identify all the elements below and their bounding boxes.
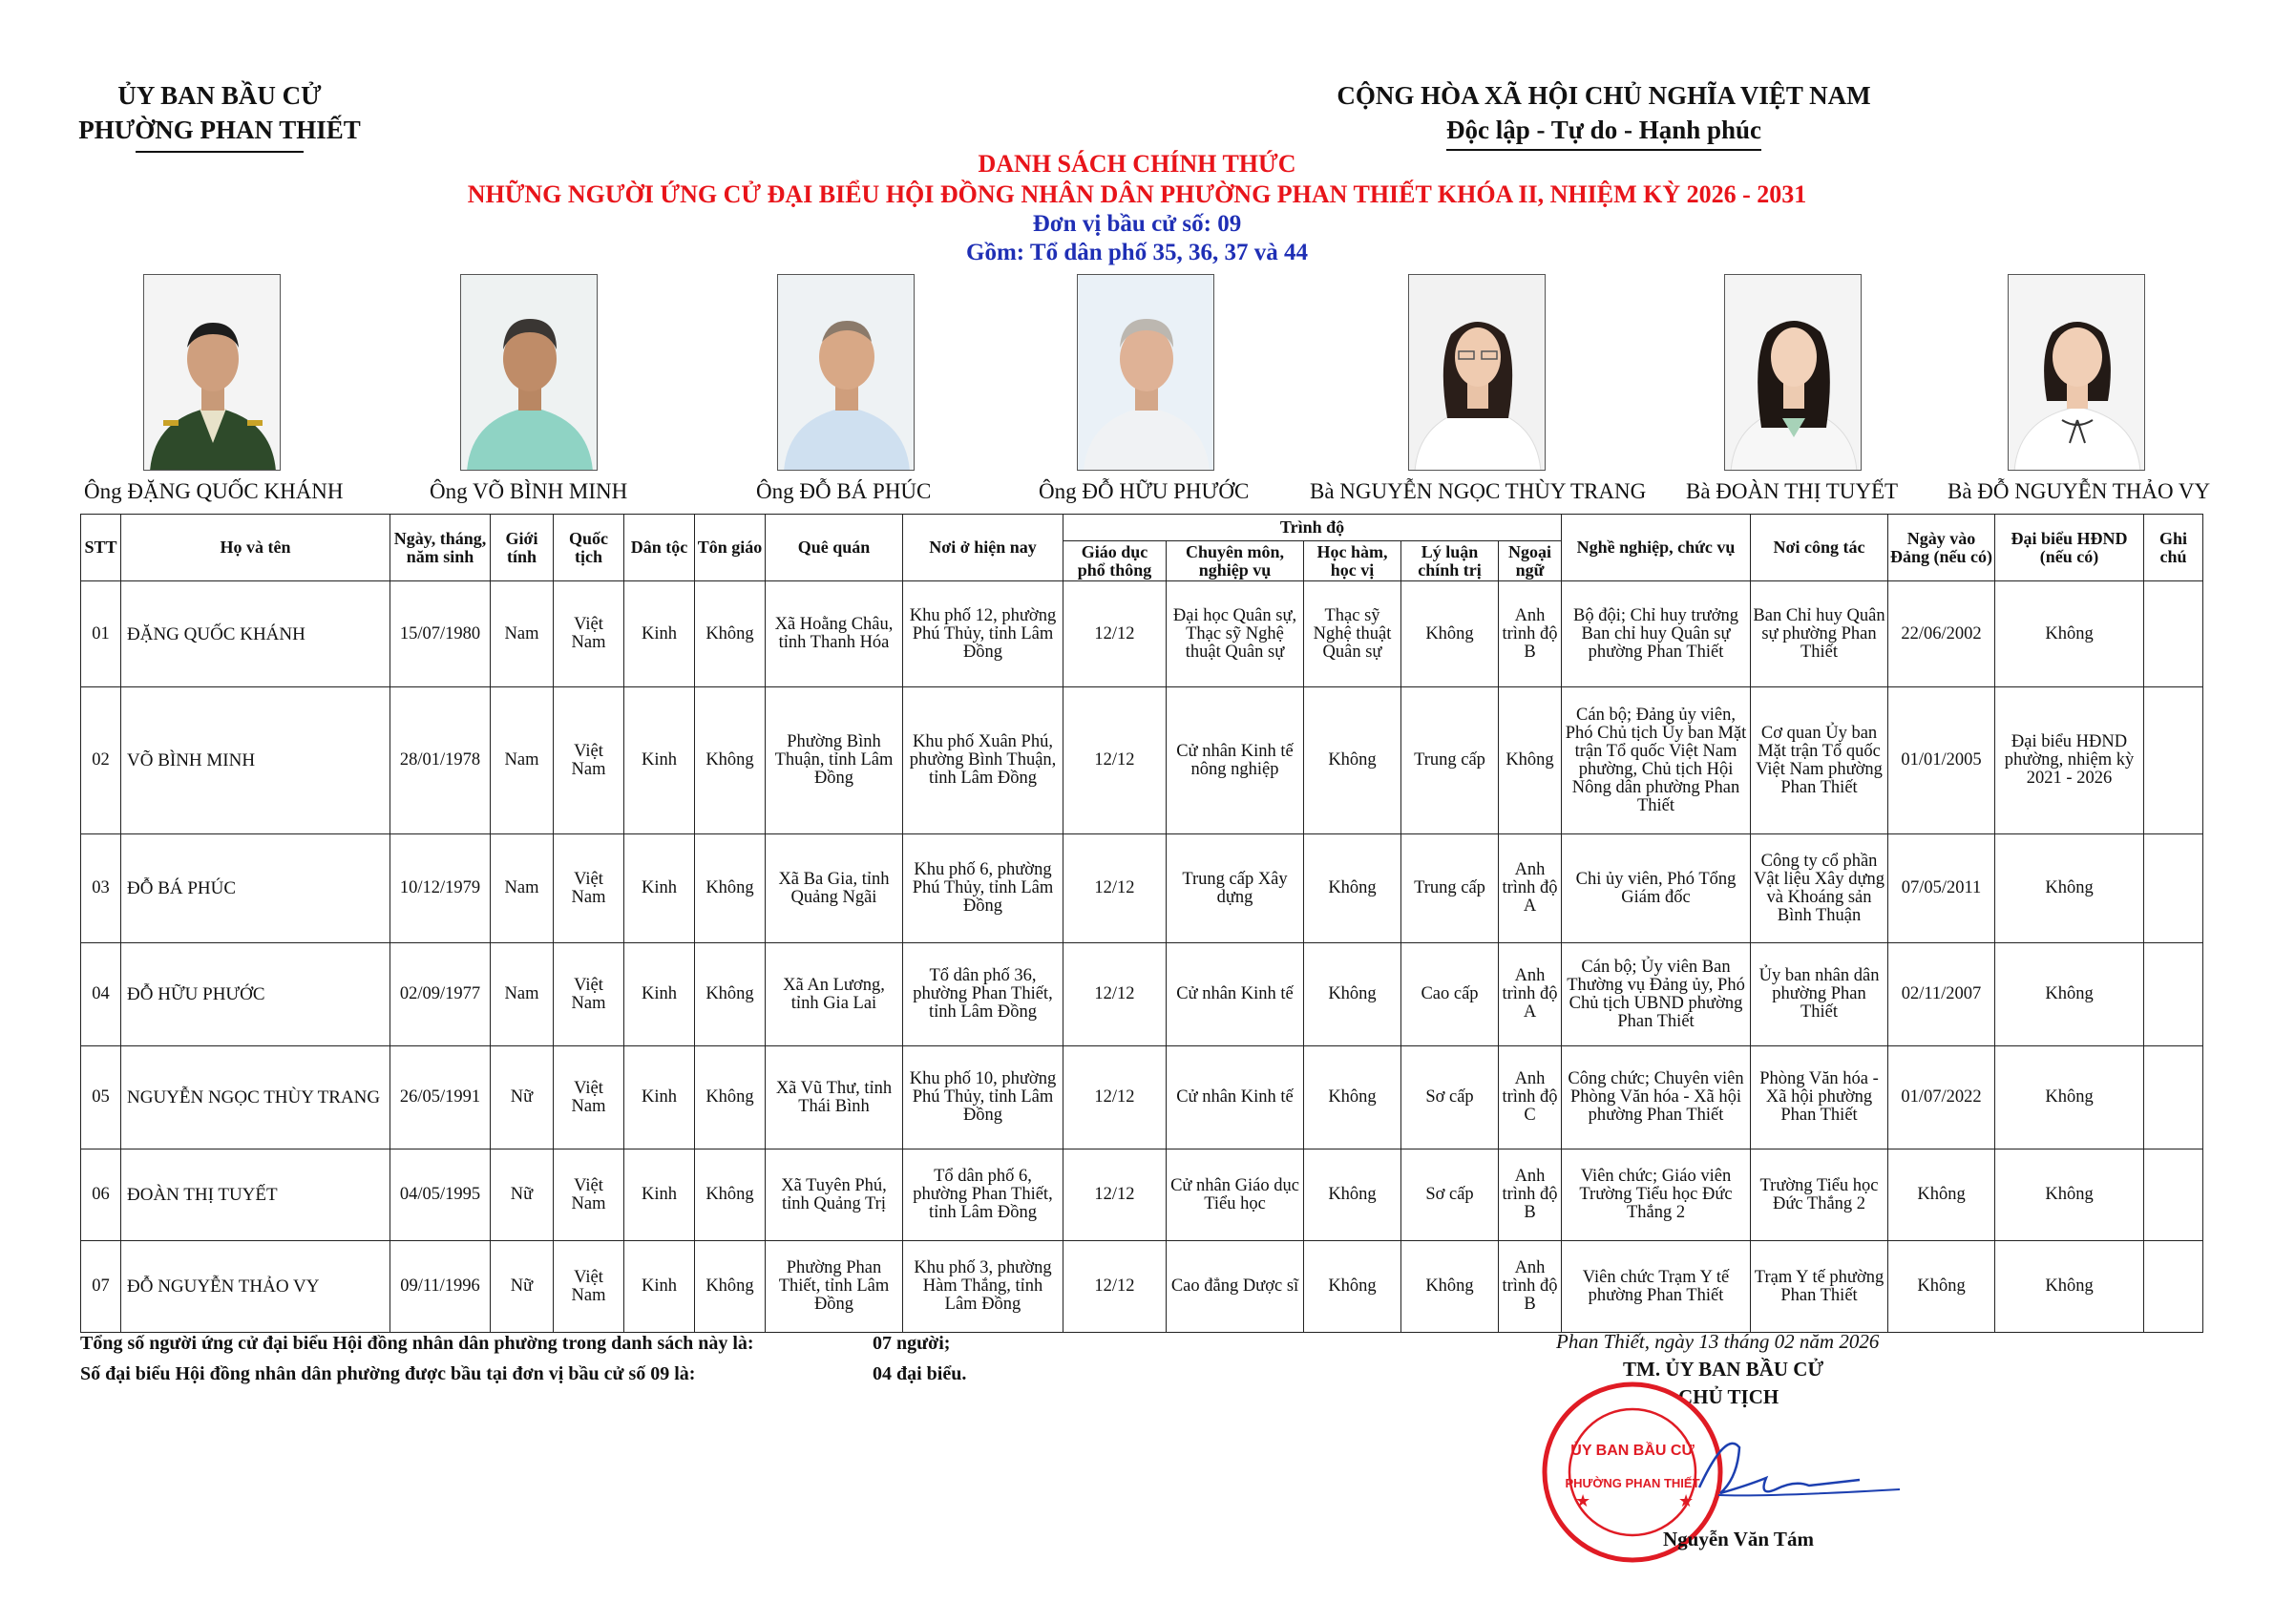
- cell-ethnicity: Kinh: [624, 1149, 695, 1241]
- signer-organization: TM. ỦY BAN BẦU CỬ: [1623, 1358, 1824, 1381]
- cell-language: Anh trình độ A: [1499, 943, 1562, 1046]
- total-candidates-label: Tổng số người ứng cử đại biểu Hội đồng nhân dân phường trong danh sách này là:: [80, 1333, 754, 1354]
- col-header-language: Ngoại ngữ: [1499, 541, 1562, 581]
- candidate-table: [80, 514, 2203, 1333]
- cell-religion: Không: [695, 1046, 766, 1149]
- cell-residence: Tổ dân phố 36, phường Phan Thiết, tỉnh Lâm Đồng: [903, 943, 1063, 1046]
- cell-stt: 05: [81, 1046, 121, 1149]
- cell-stt: 03: [81, 834, 121, 943]
- cell-residence: Khu phố 10, phường Phú Thủy, tỉnh Lâm Đồng: [903, 1046, 1063, 1149]
- cell-political: Sơ cấp: [1401, 1149, 1499, 1241]
- cell-occupation: Viên chức; Giáo viên Trường Tiểu học Đức Thắng 2: [1562, 1149, 1751, 1241]
- elected-count-value: 04 đại biểu.: [873, 1363, 967, 1384]
- cell-stt: 06: [81, 1149, 121, 1241]
- cell-ethnicity: Kinh: [624, 1241, 695, 1333]
- cell-religion: Không: [695, 834, 766, 943]
- cell-delegate: Không: [1995, 943, 2144, 1046]
- candidate-photo: [460, 274, 598, 471]
- cell-ethnicity: Kinh: [624, 1046, 695, 1149]
- electoral-unit: Đơn vị bầu cử số: 09: [1032, 211, 1242, 237]
- candidate-caption: Bà NGUYỄN NGỌC THÙY TRANG: [1310, 479, 1647, 503]
- col-header-level: Trình độ: [1063, 515, 1562, 541]
- cell-dob: 04/05/1995: [390, 1149, 491, 1241]
- cell-name: ĐỖ NGUYỄN THẢO VY: [121, 1241, 390, 1333]
- cell-name: NGUYỄN NGỌC THÙY TRANG: [121, 1046, 390, 1149]
- svg-text:★: ★: [1575, 1491, 1591, 1510]
- col-header-party-date: Ngày vào Đảng (nếu có): [1888, 515, 1995, 581]
- cell-residence: Khu phố 6, phường Phú Thủy, tỉnh Lâm Đồng: [903, 834, 1063, 943]
- issuer-block: [57, 78, 382, 147]
- cell-political: Trung cấp: [1401, 687, 1499, 834]
- cell-dob: 28/01/1978: [390, 687, 491, 834]
- issuer-line1: ỦY BAN BẦU CỬ: [117, 81, 322, 110]
- elected-count-label: Số đại biểu Hội đồng nhân dân phường được bầu tại đơn vị bầu cử số 09 là:: [80, 1363, 696, 1384]
- cell-name: ĐẶNG QUỐC KHÁNH: [121, 581, 390, 687]
- cell-nationality: Việt Nam: [554, 687, 624, 834]
- candidate-photo: [2008, 274, 2145, 471]
- cell-language: Anh trình độ B: [1499, 1241, 1562, 1333]
- cell-ethnicity: Kinh: [624, 581, 695, 687]
- cell-specialty: Cao đẳng Dược sĩ: [1167, 1241, 1304, 1333]
- col-header-stt: STT: [81, 515, 121, 581]
- cell-specialty: Cử nhân Kinh tế: [1167, 943, 1304, 1046]
- cell-language: Anh trình độ B: [1499, 581, 1562, 687]
- cell-occupation: Bộ đội; Chỉ huy trưởng Ban chỉ huy Quân sự phường Phan Thiết: [1562, 581, 1751, 687]
- cell-specialty: Đại học Quân sự, Thạc sỹ Nghệ thuật Quân sự: [1167, 581, 1304, 687]
- cell-hometown: Phường Phan Thiết, tỉnh Lâm Đồng: [766, 1241, 903, 1333]
- cell-gender: Nam: [491, 834, 554, 943]
- table-row: [81, 1149, 2203, 1241]
- cell-general-edu: 12/12: [1063, 581, 1167, 687]
- cell-general-edu: 12/12: [1063, 1046, 1167, 1149]
- col-header-general-edu: Giáo dục phổ thông: [1063, 541, 1167, 581]
- cell-religion: Không: [695, 1241, 766, 1333]
- cell-party-date: 07/05/2011: [1888, 834, 1995, 943]
- cell-residence: Khu phố 12, phường Phú Thủy, tỉnh Lâm Đồng: [903, 581, 1063, 687]
- candidate-photo: [777, 274, 915, 471]
- candidate-photo: [1408, 274, 1546, 471]
- cell-degree: Không: [1304, 1046, 1401, 1149]
- cell-religion: Không: [695, 943, 766, 1046]
- cell-party-date: 22/06/2002: [1888, 581, 1995, 687]
- cell-delegate: Không: [1995, 834, 2144, 943]
- cell-occupation: Cán bộ; Ủy viên Ban Thường vụ Đảng ủy, Phó Chủ tịch UBND phường Phan Thiết: [1562, 943, 1751, 1046]
- document-subtitle: NHỮNG NGƯỜI ỨNG CỬ ĐẠI BIỂU HỘI ĐỒNG NHÂN DÂN PHƯỜNG PHAN THIẾT KHÓA II, NHIỆM KỲ 2026 - 2031: [467, 180, 1807, 208]
- cell-religion: Không: [695, 1149, 766, 1241]
- cell-stt: 04: [81, 943, 121, 1046]
- candidate-caption: Ông ĐẶNG QUỐC KHÁNH: [84, 479, 344, 503]
- col-header-delegate: Đại biểu HĐND (nếu có): [1995, 515, 2144, 581]
- cell-political: Sơ cấp: [1401, 1046, 1499, 1149]
- cell-nationality: Việt Nam: [554, 943, 624, 1046]
- cell-religion: Không: [695, 687, 766, 834]
- table-row: [81, 687, 2203, 834]
- svg-text:ỦY BAN BẦU CỬ: ỦY BAN BẦU CỬ: [1570, 1443, 1695, 1459]
- cell-name: VÕ BÌNH MINH: [121, 687, 390, 834]
- cell-gender: Nữ: [491, 1149, 554, 1241]
- cell-hometown: Xã Tuyên Phú, tỉnh Quảng Trị: [766, 1149, 903, 1241]
- cell-hometown: Xã Ba Gia, tỉnh Quảng Ngãi: [766, 834, 903, 943]
- col-header-hometown: Quê quán: [766, 515, 903, 581]
- col-header-specialty: Chuyên môn, nghiệp vụ: [1167, 541, 1304, 581]
- candidate-caption: Bà ĐỖ NGUYỄN THẢO VY: [1948, 479, 2211, 503]
- cell-delegate: Không: [1995, 1149, 2144, 1241]
- candidate-rows: [81, 581, 2203, 1333]
- cell-dob: 09/11/1996: [390, 1241, 491, 1333]
- cell-general-edu: 12/12: [1063, 687, 1167, 834]
- cell-general-edu: 12/12: [1063, 1149, 1167, 1241]
- cell-nationality: Việt Nam: [554, 581, 624, 687]
- cell-name: ĐỖ HỮU PHƯỚC: [121, 943, 390, 1046]
- cell-hometown: Xã An Lương, tỉnh Gia Lai: [766, 943, 903, 1046]
- cell-occupation: Công chức; Chuyên viên Phòng Văn hóa - Xã hội phường Phan Thiết: [1562, 1046, 1751, 1149]
- signer-name: Nguyễn Văn Tám: [1663, 1528, 1814, 1550]
- cell-degree: Không: [1304, 1241, 1401, 1333]
- cell-religion: Không: [695, 581, 766, 687]
- col-header-ethnicity: Dân tộc: [624, 515, 695, 581]
- cell-degree: Không: [1304, 687, 1401, 834]
- document-title: DANH SÁCH CHÍNH THỨC: [978, 150, 1296, 178]
- cell-workplace: Trường Tiểu học Đức Thắng 2: [1751, 1149, 1888, 1241]
- cell-gender: Nam: [491, 687, 554, 834]
- cell-specialty: Trung cấp Xây dựng: [1167, 834, 1304, 943]
- cell-dob: 26/05/1991: [390, 1046, 491, 1149]
- col-header-name: Họ và tên: [121, 515, 390, 581]
- candidate-caption: Ông ĐỖ HỮU PHƯỚC: [1039, 479, 1250, 503]
- table-row: [81, 1241, 2203, 1333]
- col-header-gender: Giới tính: [491, 515, 554, 581]
- cell-political: Không: [1401, 581, 1499, 687]
- cell-ethnicity: Kinh: [624, 943, 695, 1046]
- cell-residence: Tổ dân phố 6, phường Phan Thiết, tỉnh Lâm Đồng: [903, 1149, 1063, 1241]
- col-header-nationality: Quốc tịch: [554, 515, 624, 581]
- col-header-occupation: Nghề nghiệp, chức vụ: [1562, 515, 1751, 581]
- cell-general-edu: 12/12: [1063, 1241, 1167, 1333]
- col-header-residence: Nơi ở hiện nay: [903, 515, 1063, 581]
- motto: Độc lập - Tự do - Hạnh phúc: [1446, 113, 1761, 151]
- cell-specialty: Cử nhân Kinh tế: [1167, 1046, 1304, 1149]
- cell-nationality: Việt Nam: [554, 1046, 624, 1149]
- cell-party-date: 02/11/2007: [1888, 943, 1995, 1046]
- candidate-caption: Ông VÕ BÌNH MINH: [430, 479, 628, 503]
- col-header-political: Lý luận chính trị: [1401, 541, 1499, 581]
- total-candidates-value: 07 người;: [873, 1333, 951, 1354]
- cell-gender: Nam: [491, 581, 554, 687]
- col-header-workplace: Nơi công tác: [1751, 515, 1888, 581]
- cell-ethnicity: Kinh: [624, 834, 695, 943]
- cell-stt: 07: [81, 1241, 121, 1333]
- cell-degree: Không: [1304, 834, 1401, 943]
- cell-ethnicity: Kinh: [624, 687, 695, 834]
- cell-workplace: Công ty cổ phần Vật liệu Xây dựng và Khoáng sản Bình Thuận: [1751, 834, 1888, 943]
- cell-degree: Thạc sỹ Nghệ thuật Quân sự: [1304, 581, 1401, 687]
- candidate-caption: Ông ĐỖ BÁ PHÚC: [756, 479, 932, 503]
- cell-dob: 15/07/1980: [390, 581, 491, 687]
- cell-delegate: Đại biểu HĐND phường, nhiệm kỳ 2021 - 2026: [1995, 687, 2144, 834]
- candidate-caption: Bà ĐOÀN THỊ TUYẾT: [1686, 479, 1899, 503]
- cell-degree: Không: [1304, 943, 1401, 1046]
- cell-party-date: 01/07/2022: [1888, 1046, 1995, 1149]
- cell-note: [2144, 1046, 2203, 1149]
- electoral-unit-scope: Gồm: Tổ dân phố 35, 36, 37 và 44: [966, 240, 1308, 265]
- cell-nationality: Việt Nam: [554, 1149, 624, 1241]
- col-header-religion: Tôn giáo: [695, 515, 766, 581]
- cell-workplace: Ủy ban nhân dân phường Phan Thiết: [1751, 943, 1888, 1046]
- cell-hometown: Xã Hoằng Châu, tỉnh Thanh Hóa: [766, 581, 903, 687]
- cell-name: ĐOÀN THỊ TUYẾT: [121, 1149, 390, 1241]
- cell-note: [2144, 1149, 2203, 1241]
- cell-party-date: 01/01/2005: [1888, 687, 1995, 834]
- issuer-line2: PHƯỜNG PHAN THIẾT: [78, 113, 361, 147]
- cell-stt: 02: [81, 687, 121, 834]
- table-row: [81, 581, 2203, 687]
- svg-text:PHƯỜNG PHAN THIẾT: PHƯỜNG PHAN THIẾT: [1565, 1476, 1700, 1490]
- signer-title: CHỦ TỊCH: [1678, 1385, 1779, 1408]
- cell-note: [2144, 1241, 2203, 1333]
- cell-general-edu: 12/12: [1063, 834, 1167, 943]
- cell-specialty: Cử nhân Kinh tế nông nghiệp: [1167, 687, 1304, 834]
- national-motto-block: [1298, 78, 1909, 151]
- cell-language: Anh trình độ A: [1499, 834, 1562, 943]
- cell-residence: Khu phố Xuân Phú, phường Bình Thuận, tỉnh Lâm Đồng: [903, 687, 1063, 834]
- cell-occupation: Chi ủy viên, Phó Tổng Giám đốc: [1562, 834, 1751, 943]
- cell-language: Anh trình độ B: [1499, 1149, 1562, 1241]
- cell-note: [2144, 687, 2203, 834]
- cell-gender: Nam: [491, 943, 554, 1046]
- cell-delegate: Không: [1995, 1241, 2144, 1333]
- cell-political: Cao cấp: [1401, 943, 1499, 1046]
- cell-stt: 01: [81, 581, 121, 687]
- cell-hometown: Xã Vũ Thư, tỉnh Thái Bình: [766, 1046, 903, 1149]
- col-header-degree: Học hàm, học vị: [1304, 541, 1401, 581]
- country-name: CỘNG HÒA XÃ HỘI CHỦ NGHĨA VIỆT NAM: [1337, 81, 1871, 110]
- cell-workplace: Phòng Văn hóa - Xã hội phường Phan Thiết: [1751, 1046, 1888, 1149]
- cell-party-date: Không: [1888, 1241, 1995, 1333]
- candidate-photo: [143, 274, 281, 471]
- document-titles: [0, 149, 2274, 267]
- cell-dob: 02/09/1977: [390, 943, 491, 1046]
- col-header-note: Ghi chú: [2144, 515, 2203, 581]
- svg-text:★: ★: [1678, 1491, 1695, 1510]
- candidate-photo: [1724, 274, 1862, 471]
- cell-delegate: Không: [1995, 581, 2144, 687]
- table-row: [81, 1046, 2203, 1149]
- cell-note: [2144, 943, 2203, 1046]
- cell-political: Trung cấp: [1401, 834, 1499, 943]
- col-header-dob: Ngày, tháng, năm sinh: [390, 515, 491, 581]
- place-date: Phan Thiết, ngày 13 tháng 02 năm 2026: [1556, 1330, 1880, 1353]
- table-row: [81, 834, 2203, 943]
- cell-specialty: Cử nhân Giáo dục Tiểu học: [1167, 1149, 1304, 1241]
- cell-general-edu: 12/12: [1063, 943, 1167, 1046]
- cell-workplace: Ban Chỉ huy Quân sự phường Phan Thiết: [1751, 581, 1888, 687]
- cell-gender: Nữ: [491, 1046, 554, 1149]
- cell-language: Không: [1499, 687, 1562, 834]
- cell-hometown: Phường Bình Thuận, tỉnh Lâm Đồng: [766, 687, 903, 834]
- cell-workplace: Trạm Y tế phường Phan Thiết: [1751, 1241, 1888, 1333]
- cell-occupation: Cán bộ; Đảng ủy viên, Phó Chủ tịch Ủy ban Mặt trận Tổ quốc Việt Nam phường, Chủ tịch Hội Nông dân phường Phan Thiết: [1562, 687, 1751, 834]
- table-row: [81, 943, 2203, 1046]
- cell-occupation: Viên chức Trạm Y tế phường Phan Thiết: [1562, 1241, 1751, 1333]
- cell-gender: Nữ: [491, 1241, 554, 1333]
- cell-note: [2144, 834, 2203, 943]
- cell-party-date: Không: [1888, 1149, 1995, 1241]
- cell-note: [2144, 581, 2203, 687]
- cell-nationality: Việt Nam: [554, 834, 624, 943]
- cell-delegate: Không: [1995, 1046, 2144, 1149]
- cell-language: Anh trình độ C: [1499, 1046, 1562, 1149]
- cell-dob: 10/12/1979: [390, 834, 491, 943]
- cell-nationality: Việt Nam: [554, 1241, 624, 1333]
- cell-political: Không: [1401, 1241, 1499, 1333]
- cell-workplace: Cơ quan Ủy ban Mặt trận Tổ quốc Việt Nam phường Phan Thiết: [1751, 687, 1888, 834]
- candidate-photo: [1077, 274, 1214, 471]
- cell-name: ĐỖ BÁ PHÚC: [121, 834, 390, 943]
- cell-degree: Không: [1304, 1149, 1401, 1241]
- cell-residence: Khu phố 3, phường Hàm Thắng, tỉnh Lâm Đồng: [903, 1241, 1063, 1333]
